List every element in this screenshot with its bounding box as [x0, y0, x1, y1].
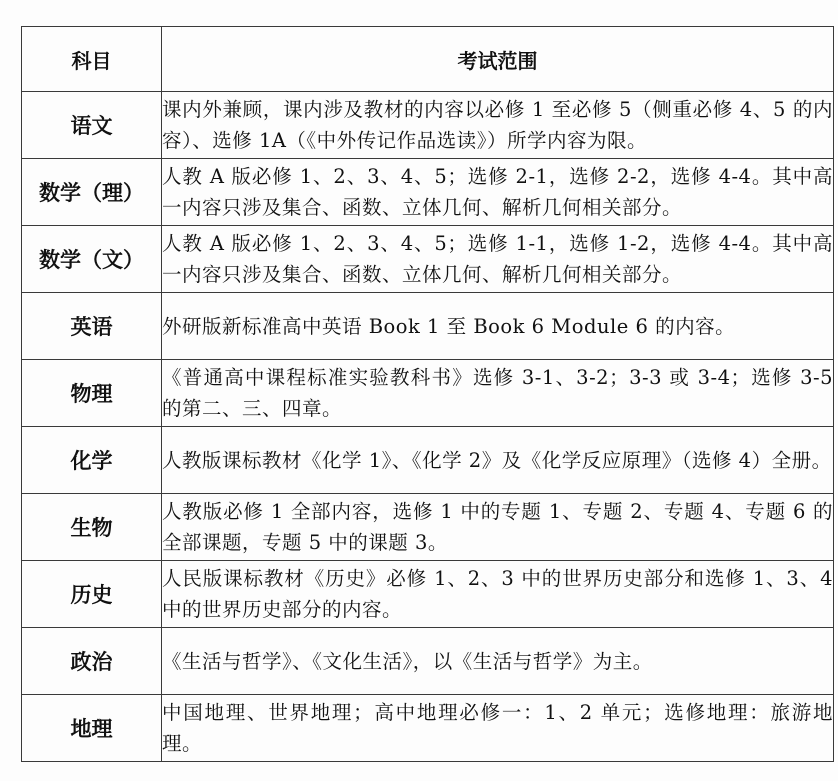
table-row [22, 494, 834, 561]
scope-cell: 人教版必修 1 全部内容，选修 1 中的专题 1、专题 2、专题 4、专题 6 的全部课题，专题 5 中的课题 3。 [162, 494, 834, 561]
subject-cell: 历史 [22, 561, 162, 628]
subject-cell: 语文 [22, 92, 162, 159]
table-row [22, 159, 834, 226]
table-row [22, 360, 834, 427]
scope-cell: 《普通高中课程标准实验教科书》选修 3-1、3-2；3-3 或 3-4；选修 3-5 的第二、三、四章。 [162, 360, 834, 427]
table-row [22, 628, 834, 695]
subject-cell: 政治 [22, 628, 162, 695]
table-row [22, 427, 834, 494]
subject-cell: 数学（文） [22, 226, 162, 293]
table-header-row [22, 27, 834, 92]
scope-cell: 外研版新标准高中英语 Book 1 至 Book 6 Module 6 的内容。 [162, 293, 834, 360]
table-row [22, 293, 834, 360]
scope-cell: 中国地理、世界地理；高中地理必修一：1、2 单元；选修地理：旅游地理。 [162, 695, 834, 762]
subject-cell: 数学（理） [22, 159, 162, 226]
table-row [22, 561, 834, 628]
scope-cell: 人教版课标教材《化学 1》、《化学 2》及《化学反应原理》（选修 4）全册。 [162, 427, 834, 494]
table-row [22, 92, 834, 159]
scope-cell: 人教 A 版必修 1、2、3、4、5；选修 1-1，选修 1-2，选修 4-4。其中高一内容只涉及集合、函数、立体几何、解析几何相关部分。 [162, 226, 834, 293]
scope-cell: 课内外兼顾，课内涉及教材的内容以必修 1 至必修 5（侧重必修 4、5 的内容）、选修 1A（《中外传记作品选读》）所学内容为限。 [162, 92, 834, 159]
scope-cell: 人民版课标教材《历史》必修 1、2、3 中的世界历史部分和选修 1、3、4 中的世界历史部分的内容。 [162, 561, 834, 628]
subject-cell: 化学 [22, 427, 162, 494]
subject-cell: 英语 [22, 293, 162, 360]
exam-scope-table [21, 26, 834, 762]
subject-cell: 地理 [22, 695, 162, 762]
table-row [22, 226, 834, 293]
header-scope: 考试范围 [162, 27, 834, 92]
table-row [22, 695, 834, 762]
header-subject: 科目 [22, 27, 162, 92]
subject-cell: 物理 [22, 360, 162, 427]
scope-cell: 人教 A 版必修 1、2、3、4、5；选修 2-1，选修 2-2，选修 4-4。其中高一内容只涉及集合、函数、立体几何、解析几何相关部分。 [162, 159, 834, 226]
subject-cell: 生物 [22, 494, 162, 561]
scope-cell: 《生活与哲学》、《文化生活》，以《生活与哲学》为主。 [162, 628, 834, 695]
